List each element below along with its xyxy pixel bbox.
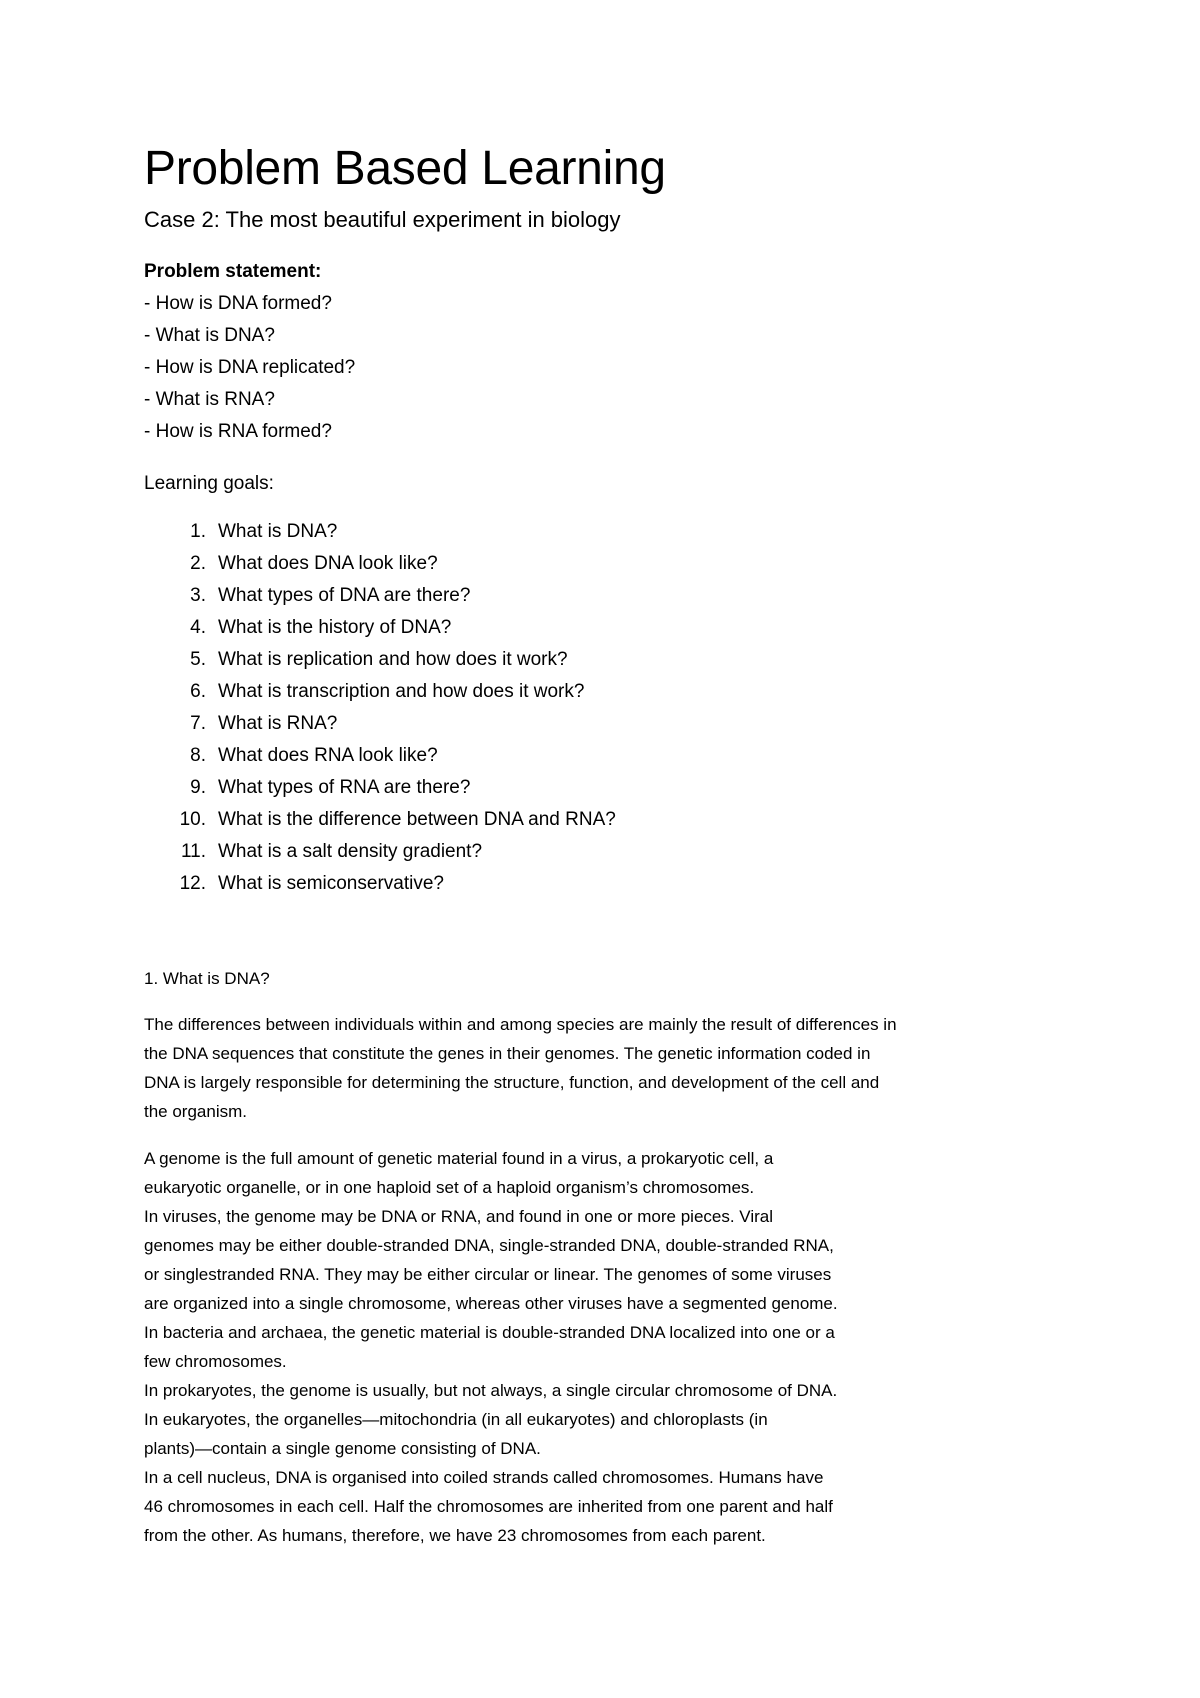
list-item: - How is DNA formed? xyxy=(144,293,332,314)
list-item: - What is DNA? xyxy=(144,325,275,346)
list-number: 3. xyxy=(190,585,206,606)
list-item xyxy=(144,804,1064,836)
learning-goals-list xyxy=(144,516,1064,900)
list-item xyxy=(144,740,1064,772)
list-text: What types of RNA are there? xyxy=(218,777,471,798)
paragraph-line: the organism. xyxy=(144,1102,247,1121)
list-item xyxy=(144,868,1064,900)
list-text: What is transcription and how does it work? xyxy=(218,681,585,702)
list-number: 8. xyxy=(190,745,206,766)
paragraph-line: genomes may be either double-stranded DNA, single-stranded DNA, double-stranded RNA, xyxy=(144,1236,834,1255)
paragraph-line: DNA is largely responsible for determining the structure, function, and development of the cell and xyxy=(144,1073,880,1092)
list-text: What is a salt density gradient? xyxy=(218,841,483,862)
list-text: What is RNA? xyxy=(218,713,338,734)
list-number: 6. xyxy=(190,681,206,702)
list-item xyxy=(144,708,1064,740)
list-number: 7. xyxy=(190,713,206,734)
problem-statement-label: Problem statement: xyxy=(144,261,322,282)
list-number: 2. xyxy=(190,553,206,574)
list-item xyxy=(144,548,1064,580)
paragraph-line: In prokaryotes, the genome is usually, but not always, a single circular chromosome of DNA. xyxy=(144,1381,838,1400)
list-number: 11. xyxy=(180,841,206,862)
paragraph-line: In bacteria and archaea, the genetic material is double-stranded DNA localized into one or a xyxy=(144,1323,835,1342)
paragraph-line: The differences between individuals within and among species are mainly the result of differences in xyxy=(144,1015,897,1034)
paragraph-line: the DNA sequences that constitute the genes in their genomes. The genetic information coded in xyxy=(144,1044,871,1063)
list-number: 5. xyxy=(190,649,206,670)
section-heading: 1. What is DNA? xyxy=(144,969,270,988)
paragraph-line: 46 chromosomes in each cell. Half the chromosomes are inherited from one parent and half xyxy=(144,1497,833,1516)
paragraph-2 xyxy=(144,1144,1064,1550)
paragraph-line: eukaryotic organelle, or in one haploid set of a haploid organism’s chromosomes. xyxy=(144,1178,755,1197)
list-text: What is DNA? xyxy=(218,521,338,542)
list-number: 4. xyxy=(190,617,206,638)
list-item xyxy=(144,676,1064,708)
list-text: What does DNA look like? xyxy=(218,553,438,574)
list-text: What is the history of DNA? xyxy=(218,617,452,638)
list-item xyxy=(144,836,1064,868)
problem-statement-list xyxy=(144,288,1064,448)
list-item xyxy=(144,580,1064,612)
list-text: What is semiconservative? xyxy=(218,873,444,894)
list-item: - How is DNA replicated? xyxy=(144,357,356,378)
list-item: - What is RNA? xyxy=(144,389,275,410)
list-item: - How is RNA formed? xyxy=(144,421,332,442)
paragraph-line: A genome is the full amount of genetic material found in a virus, a prokaryotic cell, a xyxy=(144,1149,774,1168)
paragraph-line: In a cell nucleus, DNA is organised into coiled strands called chromosomes. Humans have xyxy=(144,1468,824,1487)
list-text: What is replication and how does it work? xyxy=(218,649,568,670)
list-text: What types of DNA are there? xyxy=(218,585,471,606)
list-number: 10. xyxy=(179,809,206,830)
list-item xyxy=(144,644,1064,676)
learning-goals-label: Learning goals: xyxy=(144,473,274,494)
list-text: What is the difference between DNA and RNA? xyxy=(218,809,616,830)
paragraph-line: few chromosomes. xyxy=(144,1352,287,1371)
list-number: 1. xyxy=(190,521,206,542)
list-number: 9. xyxy=(190,777,206,798)
paragraph-1 xyxy=(144,1010,1064,1126)
paragraph-line: In eukaryotes, the organelles—mitochondria (in all eukaryotes) and chloroplasts (in xyxy=(144,1410,768,1429)
paragraph-line: from the other. As humans, therefore, we have 23 chromosomes from each parent. xyxy=(144,1526,766,1545)
list-item xyxy=(144,516,1064,548)
paragraph-line: are organized into a single chromosome, whereas other viruses have a segmented genome. xyxy=(144,1294,838,1313)
paragraph-line: or singlestranded RNA. They may be either circular or linear. The genomes of some viruses xyxy=(144,1265,832,1284)
list-text: What does RNA look like? xyxy=(218,745,438,766)
document-page xyxy=(144,140,1064,1550)
document-subtitle: Case 2: The most beautiful experiment in biology xyxy=(144,207,621,232)
paragraph-line: In viruses, the genome may be DNA or RNA, and found in one or more pieces. Viral xyxy=(144,1207,774,1226)
document-title: Problem Based Learning xyxy=(144,142,666,195)
list-number: 12. xyxy=(179,873,206,894)
list-item xyxy=(144,612,1064,644)
list-item xyxy=(144,772,1064,804)
paragraph-line: plants)—contain a single genome consisting of DNA. xyxy=(144,1439,541,1458)
